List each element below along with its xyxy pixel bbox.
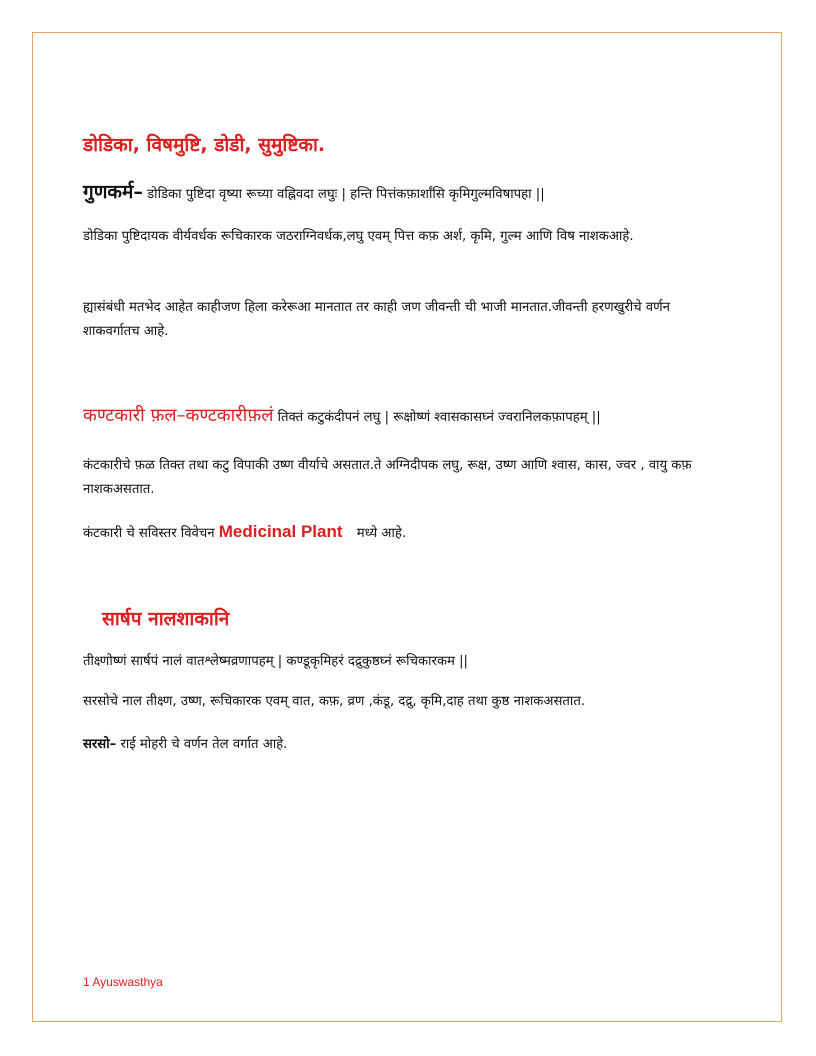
section-1-verse-text: डोडिका पुष्टिदा वृष्या रूच्या वह्निवदा लघुः | हन्ति पित्तंकफ़ार्शांसि कृमिगुल्मविषापहा || xyxy=(147,187,545,202)
section-1-heading: डोडिका, विषमुष्टि, डोडी, सुमुष्टिका. xyxy=(83,134,326,156)
section-3-verse: तीक्ष्णोष्णं सार्षपं नालं वातश्लेष्मव्रणापहम् | कण्डूकृमिहरं दद्रुकुष्ठघ्नं रूचिकारकम || xyxy=(83,654,468,669)
page-footer: 1 Ayuswasthya xyxy=(83,975,163,989)
section-1-paragraph-2: ह्यासंबंधी मतभेद आहेत काहीजण हिला करेरूआ मानतात तर काही जण जीवन्ती ची भाजी मानतात.जीवन्ती हरणखुरीचे वर्णन शाकवर्गातच आहे. xyxy=(83,300,670,339)
section-2-verse xyxy=(83,404,723,430)
section-3-heading: सार्षप नालशाकानि xyxy=(102,608,230,630)
section-3-paragraph-2-rest: राई मोहरी चे वर्णन तेल वर्गात आहे. xyxy=(120,737,288,752)
section-2-verse-text: तिक्तं कटुकंदीपनं लघु | रूक्षोष्णं श्वासकासघ्नं ज्वरानिलकफ़ापहम् || xyxy=(277,410,601,425)
section-1-verse-label: गुणकर्म– xyxy=(83,181,143,203)
section-1-paragraph-1: डोडिका पुष्टिदायक वीर्यवर्धक रूचिकारक जठराग्निवर्धक,लघु एवम् पित्त कफ़ अर्श, कृमि, गुल्म आणि विष नाशकआहे. xyxy=(83,229,634,244)
medicinal-plant-highlight: Medicinal Plant xyxy=(218,522,343,541)
section-1-verse xyxy=(83,180,723,207)
section-3-paragraph-1: सरसोचे नाल तीक्ष्ण, उष्ण, रूचिकारक एवम् वात, कफ़, व्रण ,कंडू, दद्रु, कृमि,दाह तथा कुष्ठ नाशकअसतात. xyxy=(83,694,586,709)
section-2-paragraph-2-after: मध्ये आहे. xyxy=(356,526,407,541)
section-3-paragraph-2 xyxy=(83,733,723,757)
section-3-paragraph-2-label: सरसो– xyxy=(83,737,117,752)
section-2-paragraph-2-before: कंटकारी चे सविस्तर विवेचन xyxy=(83,526,215,541)
section-2-paragraph-2 xyxy=(83,520,723,546)
section-2-paragraph-1: कंटकारीचे फ़ळ तिक्त तथा कटु विपाकी उष्ण वीर्याचे असतात.ते अग्निदीपक लघु, रूक्ष, उष्ण आणि श्वास, कास, ज्वर , वायु कफ़ नाशकअसतात. xyxy=(83,458,692,497)
section-2-heading: कण्टकारी फ़ल–कण्टकारीफ़लं xyxy=(83,405,274,426)
